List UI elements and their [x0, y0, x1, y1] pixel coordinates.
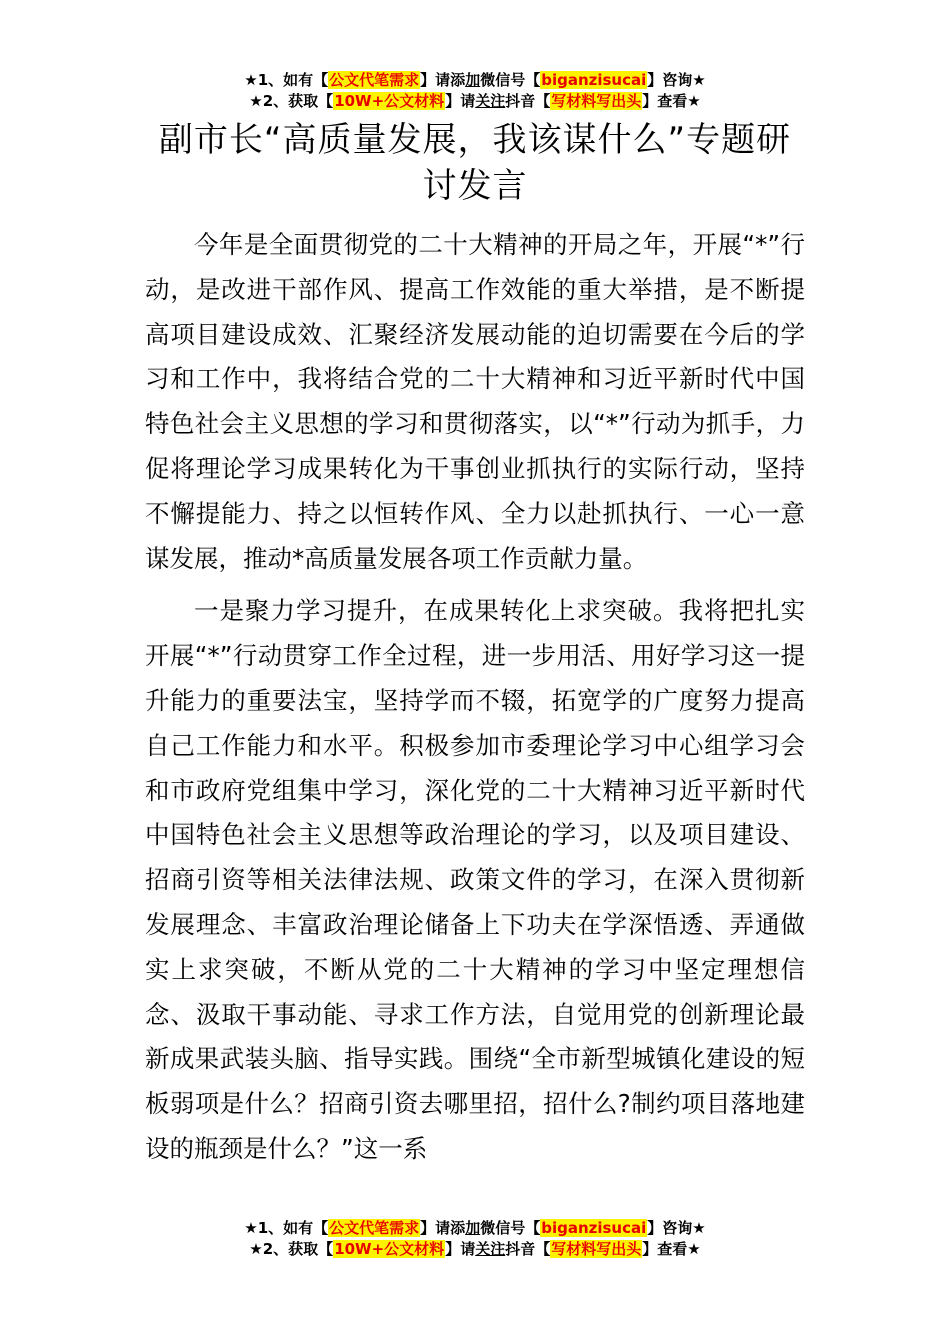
banner-text: 】请添	[420, 71, 466, 89]
banner-text: ★1、如有【	[244, 71, 329, 89]
banner-underlined: 加	[465, 1219, 481, 1237]
banner-text: 】请添	[420, 1219, 466, 1237]
banner-text: 抖音【	[505, 1240, 551, 1258]
banner-highlight: 公文代笔需求	[329, 71, 420, 89]
footer-banner	[0, 1218, 950, 1260]
banner-text: 微信号【	[480, 1219, 541, 1237]
banner-douyin-name: 写材料写出头	[551, 92, 642, 110]
paragraph-intro: 今年是全面贯彻党的二十大精神的开局之年，开展“*”行动，是改进干部作风、提高工作效能的重大举措，是不断提高项目建设成效、汇聚经济发展动能的迫切需要在今后的学习和工作中，我将结合党的二十大精神和习近平新时代中国特色社会主义思想的学习和贯彻落实，以“*”行动为抓手，力促将理论学习成果转化为干事创业抓执行的实际行动，坚持不懈提能力、持之以恒转作风、全力以赴抓执行、一心一意谋发展，推动*高质量发展各项工作贡献力量。	[145, 230, 805, 573]
document-title: 副市长“高质量发展，我该谋什么”专题研讨发言	[158, 120, 792, 206]
banner-underlined: 关注	[475, 1240, 506, 1258]
document-body	[145, 223, 805, 1172]
header-banner	[0, 70, 950, 112]
banner-text: 】请	[445, 92, 476, 110]
paragraph-first-point: 一是聚力学习提升，在成果转化上求突破。我将把扎实开展“*”行动贯穿工作全过程，进一步用活、用好学习这一提升能力的重要法宝，坚持学而不辍，拓宽学的广度努力提高自己工作能力和水平。积极参加市委理论学习中心组学习会和市政府党组集中学习，深化党的二十大精神习近平新时代中国特色社会主义思想等政治理论的学习，以及项目建设、招商引资等相关法律法规、政策文件的学习，在深入贯彻新发展理念、丰富政治理论储备上下功夫在学深悟透、弄通做实上求突破，不断从党的二十大精神的学习中坚定理想信念、汲取干事动能、寻求工作方法，自觉用党的创新理论最新成果武装头脑、指导实践。围绕“全市新型城镇化建设的短板弱项是什么？招商引资去哪里招，招什么?制约项目落地建设的瓶颈是什么？”这一系	[145, 596, 805, 1163]
footer-banner-line-2	[0, 1239, 950, 1260]
banner-highlight: 10W+公文材料	[334, 92, 445, 110]
banner-text: 】查看★	[642, 92, 701, 110]
banner-highlight: 10W+公文材料	[334, 1240, 445, 1258]
banner-text: 微信号【	[480, 71, 541, 89]
banner-text: ★1、如有【	[244, 1219, 329, 1237]
banner-highlight: 公文代笔需求	[329, 1219, 420, 1237]
header-banner-line-1	[0, 70, 950, 91]
banner-wechat-id: biganzisucai	[541, 71, 647, 89]
banner-text: 】请	[445, 1240, 476, 1258]
banner-text: 】咨询★	[647, 1219, 706, 1237]
banner-text: ★2、获取【	[249, 1240, 334, 1258]
banner-underlined: 加	[465, 71, 481, 89]
banner-douyin-name: 写材料写出头	[551, 1240, 642, 1258]
banner-text: 】咨询★	[647, 71, 706, 89]
footer-banner-line-1	[0, 1218, 950, 1239]
banner-underlined: 关注	[475, 92, 506, 110]
banner-text: 抖音【	[505, 92, 551, 110]
banner-text: ★2、获取【	[249, 92, 334, 110]
banner-text: 】查看★	[642, 1240, 701, 1258]
header-banner-line-2	[0, 91, 950, 112]
banner-wechat-id: biganzisucai	[541, 1219, 647, 1237]
